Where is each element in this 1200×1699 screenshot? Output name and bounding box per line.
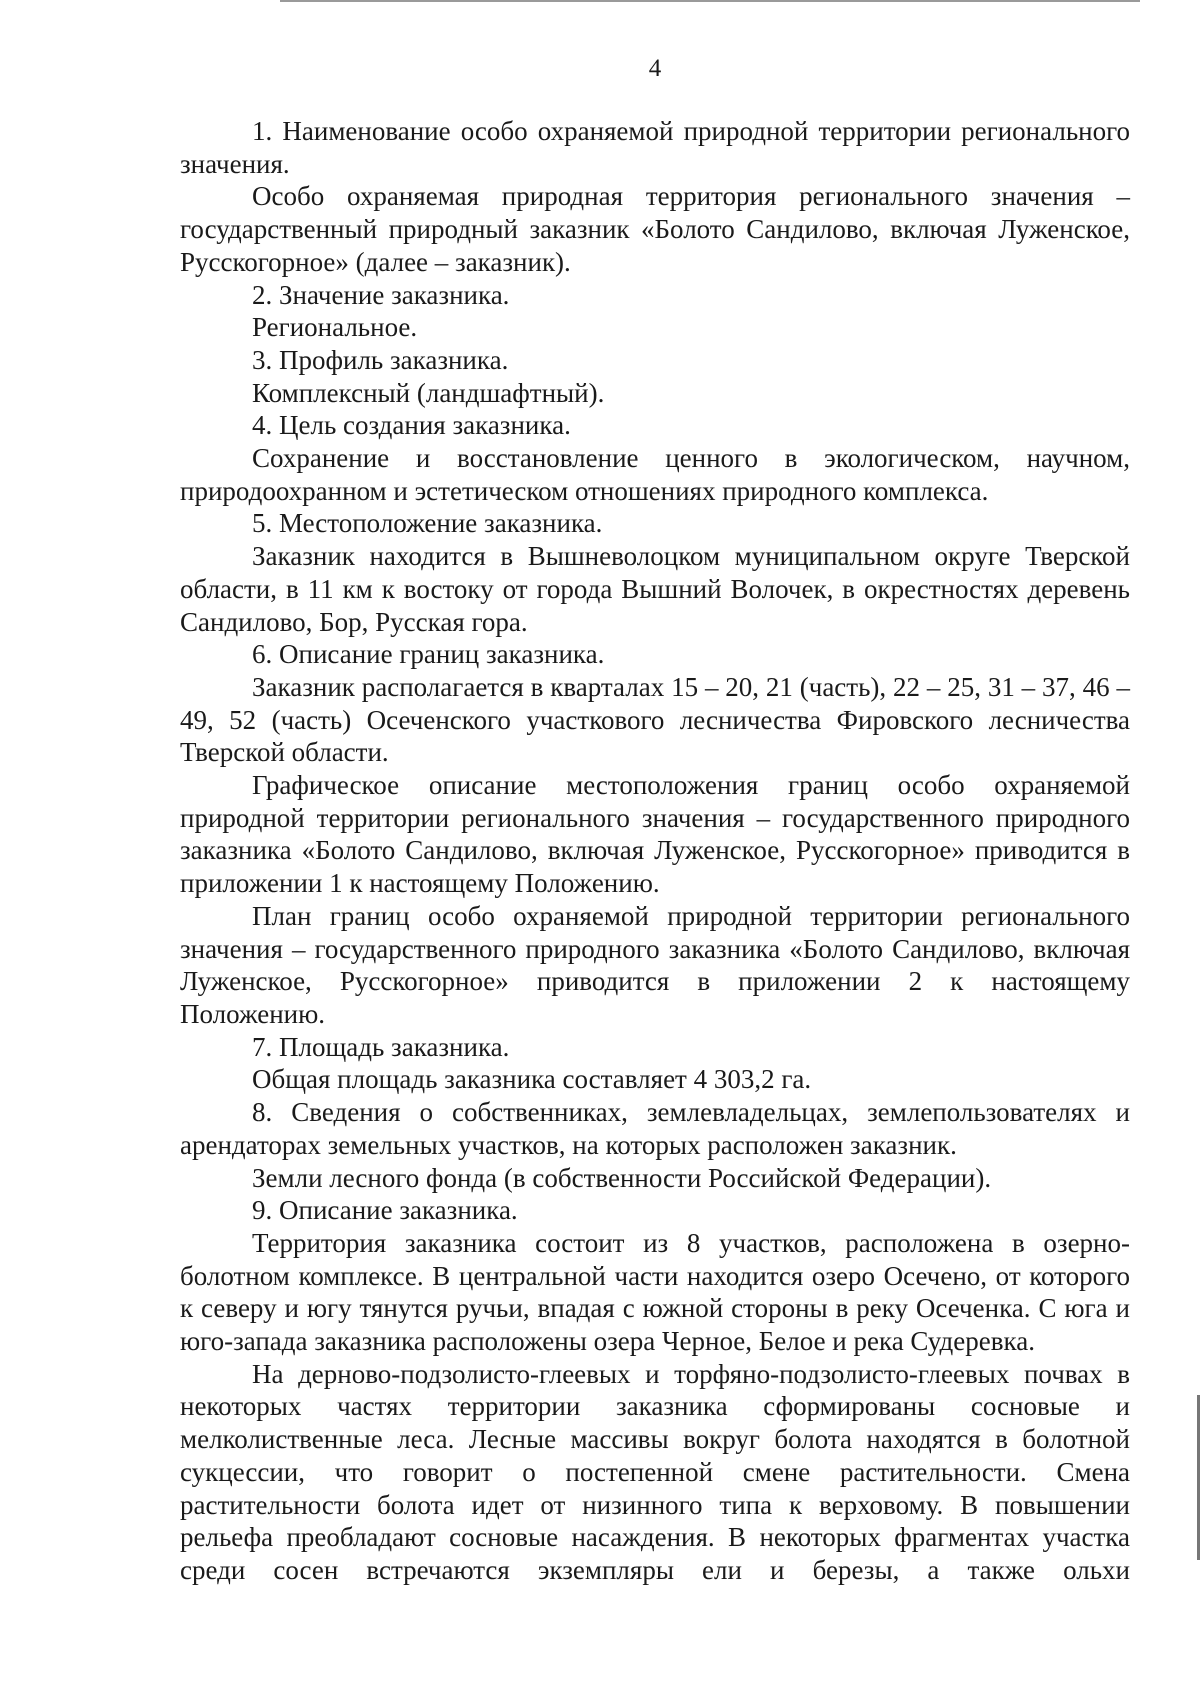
- paragraph-section-8-text: Земли лесного фонда (в собственности Российской Федерации).: [252, 1162, 992, 1193]
- paragraph-section-4-text: Сохранение и восстановление ценного в экологическом, научном, природоохранном и эстетическом отношениях природного комплекса.: [180, 443, 1130, 506]
- paragraph-section-7-heading: 7. Площадь заказника.: [252, 1031, 510, 1062]
- paragraph-section-1-text: Особо охраняемая природная территория регионального значения – государственный природный заказник «Болото Сандилово, включая Луженское, Русскогорное» (далее – заказник).: [180, 181, 1130, 277]
- document-body: [180, 115, 1130, 1587]
- scan-top-edge: [280, 0, 1140, 2]
- paragraph-section-6-text: Заказник располагается в кварталах 15 – 20, 21 (часть), 22 – 25, 31 – 37, 46 – 49, 52 (часть) Осеченского участкового лесничества Фировского лесничества Тверской области.: [180, 671, 1130, 768]
- paragraph-section-3-heading: 3. Профиль заказника.: [252, 344, 509, 375]
- paragraph-section-5-text: Заказник находится в Вышневолоцком муниципальном округе Тверской области, в 11 км к востоку от города Вышний Волочек, в окрестностях деревень Сандилово, Бор, Русская гора.: [180, 541, 1130, 637]
- page-number: 4: [648, 55, 662, 82]
- paragraph-section-8-heading: 8. Сведения о собственниках, землевладельцах, землепользователях и арендаторах земельных участков, на которых расположен заказник.: [180, 1097, 1130, 1160]
- paragraph-section-2-heading: 2. Значение заказника.: [252, 279, 510, 310]
- paragraph-section-9-vegetation: На дерново-подзолисто-глеевых и торфяно-подзолисто-глеевых почвах в некоторых частях территории заказника сформированы сосновые и мелколиственные леса. Лесные массивы вокруг болота находятся в болотной сукцессии, что говорит о постепенной смене растительности. Смена растительности болота идет от низинного типа к верховому. В повышении рельефа преобладают сосновые насаждения. В некоторых фрагментах участка среди сосен встречаются экземпляры ели и березы, а также ольхи: [180, 1358, 1130, 1585]
- paragraph-section-5-heading: 5. Местоположение заказника.: [252, 508, 603, 539]
- paragraph-section-6-boundary-plan: План границ особо охраняемой природной территории регионального значения – государственного природного заказника «Болото Сандилово, включая Луженское, Русскогорное» приводится в приложении 2 к настоящему Положению.: [180, 900, 1130, 1029]
- paragraph-section-4-heading: 4. Цель создания заказника.: [252, 410, 571, 441]
- paragraph-section-1-heading: 1. Наименование особо охраняемой природной территории регионального значения.: [180, 116, 1130, 179]
- paragraph-section-9-heading: 9. Описание заказника.: [252, 1195, 518, 1226]
- paragraph-section-3-text: Комплексный (ландшафтный).: [252, 377, 605, 408]
- paragraph-section-6-heading: 6. Описание границ заказника.: [252, 639, 605, 670]
- paragraph-section-2-text: Региональное.: [252, 312, 418, 343]
- paragraph-section-7-text: Общая площадь заказника составляет 4 303,2 га.: [252, 1064, 812, 1095]
- paragraph-section-6-graphic-description: Графическое описание местоположения границ особо охраняемой природной территории регионального значения – государственного природного заказника «Болото Сандилово, включая Луженское, Русскогорное» приводится в приложении 1 к настоящему Положению.: [180, 770, 1130, 899]
- paragraph-section-9-territory: Территория заказника состоит из 8 участков, расположена в озерно-болотном комплексе. В центральной части находится озеро Осечено, от которого к северу и югу тянутся ручьи, впадая с южной стороны в реку Осеченка. С юга и юго-запада заказника расположены озера Черное, Белое и река Судеревка.: [180, 1227, 1130, 1357]
